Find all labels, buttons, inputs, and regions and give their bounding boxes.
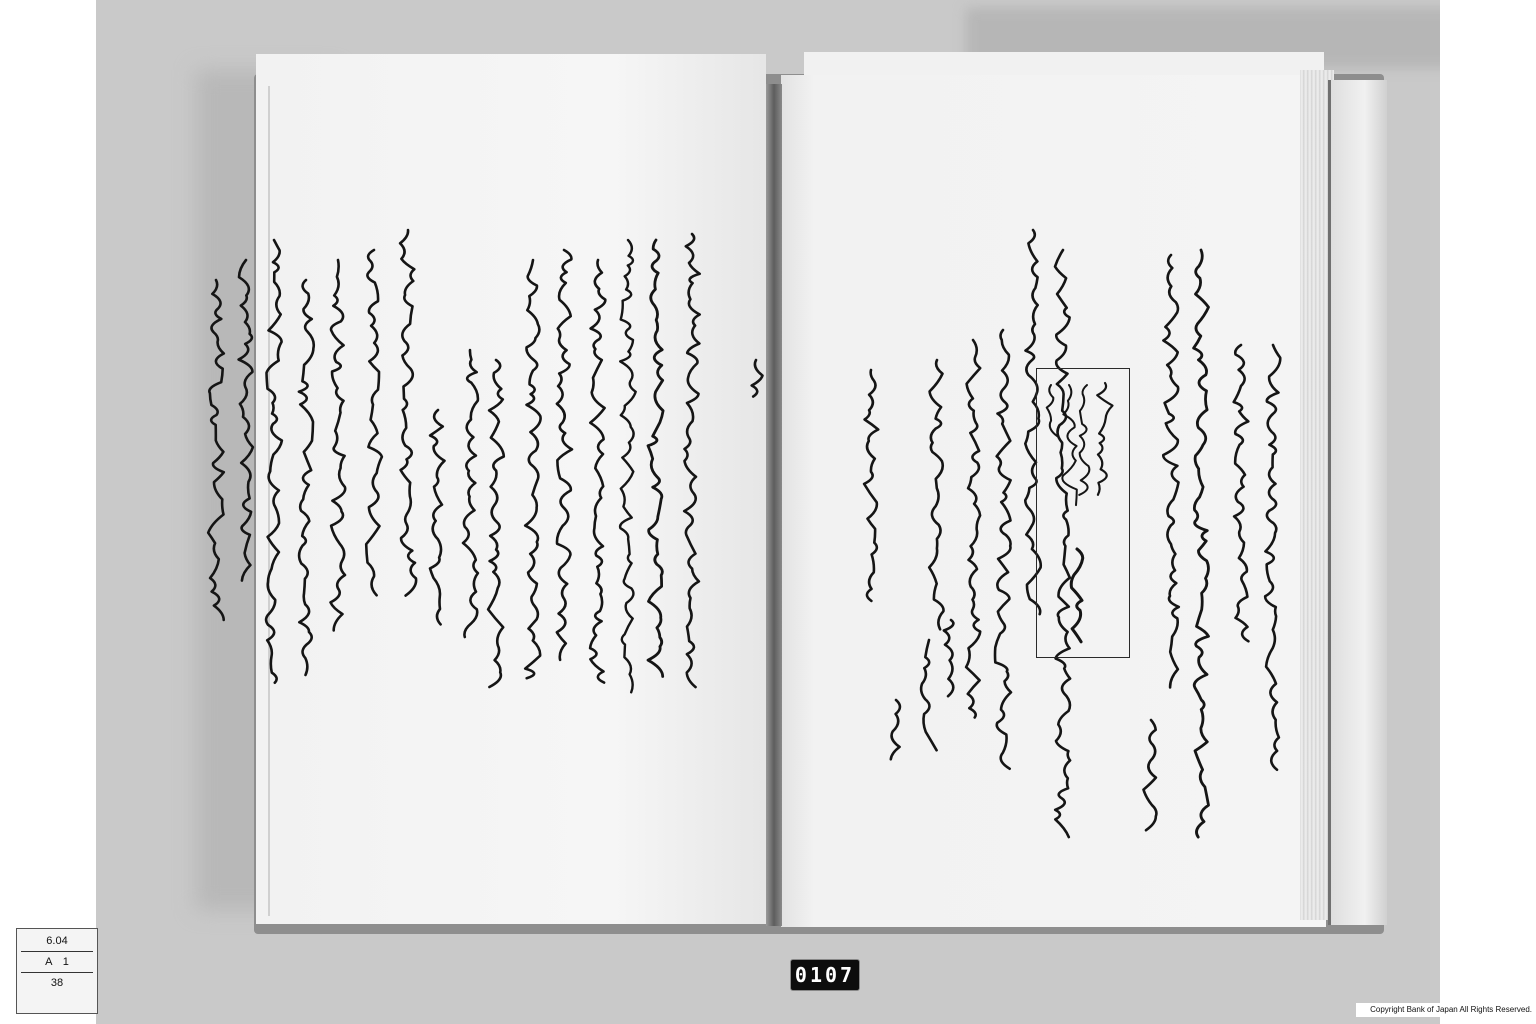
script-column: [1079, 385, 1089, 495]
copyright-notice: Copyright Bank of Japan All Rights Reserved.: [1356, 1003, 1532, 1017]
script-column: [995, 330, 1011, 769]
script-column: [488, 360, 504, 687]
script-column: [929, 360, 943, 629]
microfilm-scan: [96, 0, 1440, 1024]
script-column: [864, 370, 878, 601]
script-column: [430, 410, 445, 624]
script-column: [590, 260, 605, 683]
script-column: [1144, 720, 1157, 830]
archive-label-row: 6.04: [21, 931, 93, 952]
archive-label-row: A 1: [21, 952, 93, 973]
script-column: [1047, 385, 1058, 436]
archive-label-row: 38: [50, 977, 64, 989]
script-column: [684, 234, 700, 687]
script-column: [1071, 549, 1083, 642]
script-column: [891, 700, 900, 759]
script-column: [966, 340, 980, 718]
script-column: [1097, 383, 1112, 495]
script-column: [1194, 250, 1209, 837]
script-column: [299, 280, 314, 675]
archive-label: [16, 928, 98, 1014]
script-column: [463, 350, 478, 637]
frame-number: 0107: [790, 959, 860, 991]
script-column: [1062, 385, 1077, 505]
script-column: [944, 620, 953, 696]
script-column: [557, 250, 572, 660]
script-column: [400, 230, 416, 596]
script-column: [525, 260, 540, 678]
book-gutter: [766, 84, 782, 926]
script-column: [331, 260, 346, 630]
script-column: [1265, 345, 1280, 770]
left-page-handwriting: [286, 220, 746, 680]
book-cover-edge: [1328, 80, 1387, 925]
script-column: [1234, 345, 1249, 641]
seal-box-handwriting: [1037, 369, 1129, 657]
script-column: [366, 250, 382, 595]
seal-box: [1036, 368, 1130, 658]
script-column: [921, 640, 937, 750]
script-column: [620, 240, 636, 692]
left-page-margin-line: [268, 86, 270, 916]
script-column: [1163, 255, 1179, 688]
script-column: [648, 240, 663, 677]
